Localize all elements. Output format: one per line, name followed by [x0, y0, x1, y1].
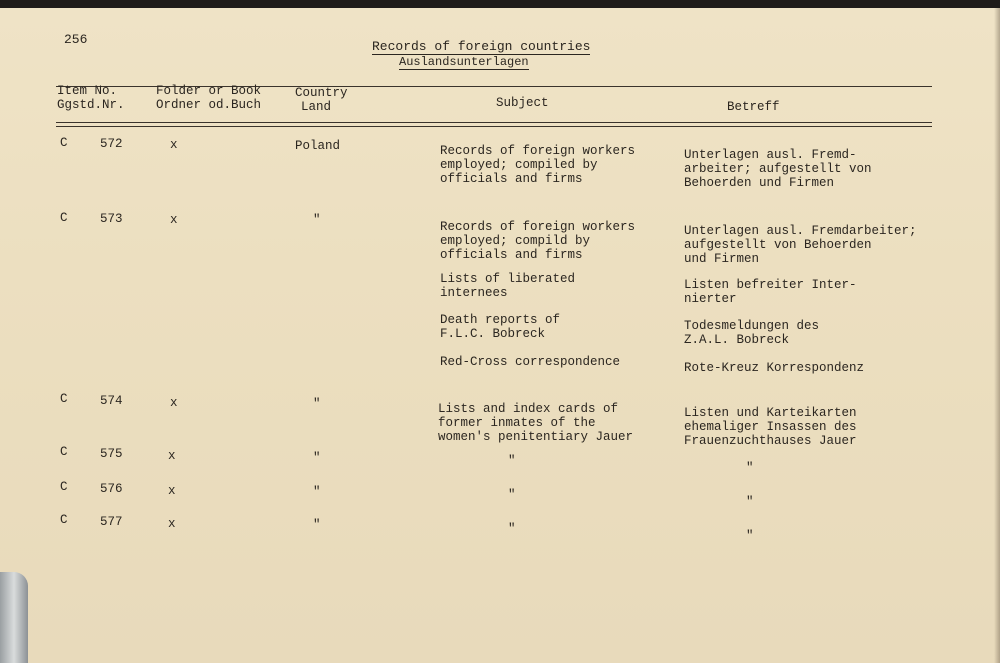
binder-clip: [0, 572, 28, 663]
item-number: 577: [100, 515, 123, 529]
item-number: 576: [100, 482, 123, 496]
subject: ": [508, 488, 516, 502]
subject: Lists and index cards of former inmates of the women's penitentiary Jauer: [438, 402, 634, 444]
item-code: C: [60, 480, 68, 494]
item-code: C: [60, 136, 68, 150]
header-betreff: Betreff: [727, 100, 780, 114]
page-subtitle: Auslandsunterlagen: [399, 55, 529, 69]
betreff: ": [746, 495, 754, 509]
subject: Records of foreign workers employed; compild by officials and firms: [440, 220, 636, 262]
page-edge-shadow: [994, 8, 1000, 663]
folder-mark: x: [170, 396, 178, 410]
country: ": [313, 213, 321, 227]
betreff: Listen und Karteikarten ehemaliger Insassen des Frauenzuchthauses Jauer: [684, 406, 857, 448]
item-number: 572: [100, 137, 123, 151]
betreff: Todesmeldungen des Z.A.L. Bobreck: [684, 319, 820, 347]
item-number: 575: [100, 447, 123, 461]
betreff: Unterlagen ausl. Fremd- arbeiter; aufgestellt von Behoerden und Firmen: [684, 148, 872, 190]
betreff: Rote-Kreuz Korrespondenz: [684, 361, 865, 375]
document-page: [0, 8, 1000, 663]
header-subject: Subject: [496, 96, 549, 110]
country: ": [313, 451, 321, 465]
country: Poland: [295, 139, 341, 153]
header-rule-2: [56, 126, 932, 127]
item-code: C: [60, 392, 68, 406]
header-folder: Folder or Book Ordner od.Buch: [156, 84, 262, 112]
item-number: 573: [100, 212, 123, 226]
page-number: 256: [64, 32, 88, 47]
subject: Death reports of F.L.C. Bobreck: [440, 313, 561, 341]
page-title: Records of foreign countries: [372, 39, 591, 54]
header-country: Country Land: [295, 86, 348, 114]
header-rule-1: [56, 122, 932, 123]
folder-mark: x: [170, 213, 178, 227]
folder-mark: x: [168, 484, 176, 498]
item-number: 574: [100, 394, 123, 408]
subject: Lists of liberated internees: [440, 272, 576, 300]
header-item: Item No. Ggstd.Nr.: [57, 84, 125, 112]
subject: ": [508, 522, 516, 536]
subject: Red-Cross correspondence: [440, 355, 621, 369]
country: ": [313, 518, 321, 532]
betreff: Unterlagen ausl. Fremdarbeiter; aufgestellt von Behoerden und Firmen: [684, 224, 917, 266]
folder-mark: x: [170, 138, 178, 152]
country: ": [313, 485, 321, 499]
item-code: C: [60, 445, 68, 459]
betreff: ": [746, 529, 754, 543]
item-code: C: [60, 513, 68, 527]
country: ": [313, 397, 321, 411]
folder-mark: x: [168, 517, 176, 531]
betreff: ": [746, 461, 754, 475]
folder-mark: x: [168, 449, 176, 463]
item-code: C: [60, 211, 68, 225]
subject: Records of foreign workers employed; compiled by officials and firms: [440, 144, 636, 186]
subject: ": [508, 454, 516, 468]
betreff: Listen befreiter Inter- nierter: [684, 278, 857, 306]
